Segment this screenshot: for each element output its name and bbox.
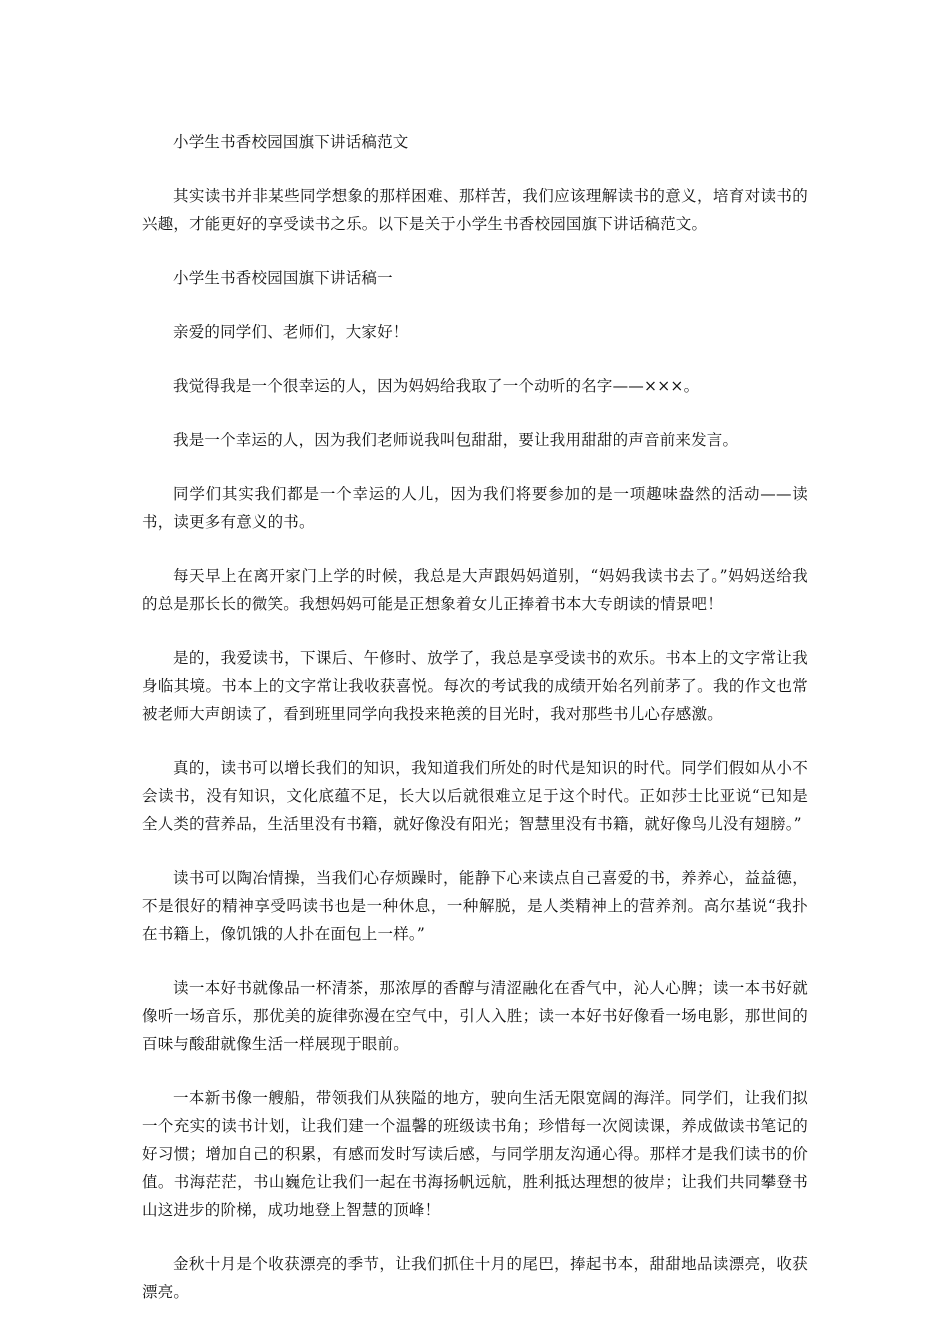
paragraph: 真的，读书可以增长我们的知识，我知道我们所处的时代是知识的时代。同学们假如从小不会读书，没有知识，文化底蕴不足，长大以后就很难立足于这个时代。正如莎士比亚说“已知是全人类的营养品，生活里没有书籍，就好像没有阳光；智慧里没有书籍，就好像鸟儿没有翅膀。” xyxy=(142,759,808,833)
paragraph: 同学们其实我们都是一个幸运的人儿，因为我们将要参加的是一项趣味盎然的活动——读书，读更多有意义的书。 xyxy=(142,485,808,531)
paragraph: 其实读书并非某些同学想象的那样困难、那样苦，我们应该理解读书的意义，培育对读书的兴趣，才能更好的享受读书之乐。以下是关于小学生书香校园国旗下讲话稿范文。 xyxy=(142,187,808,233)
paragraph: 亲爱的同学们、老师们，大家好！ xyxy=(173,323,409,341)
paragraph: 我是一个幸运的人，因为我们老师说我叫包甜甜，要让我用甜甜的声音前来发言。 xyxy=(173,431,739,449)
paragraph: 每天早上在离开家门上学的时候，我总是大声跟妈妈道别，“妈妈我读书去了。”妈妈送给我的总是那长长的微笑。我想妈妈可能是正想象着女儿正捧着书本大专朗读的情景吧！ xyxy=(142,567,808,613)
paragraph: 读一本好书就像品一杯清茶，那浓厚的香醇与清涩融化在香气中，沁人心脾；读一本书好就像听一场音乐，那优美的旋律弥漫在空气中，引人入胜；读一本好书好像看一场电影，那世间的百味与酸甜就像生活一样展现于眼前。 xyxy=(142,979,808,1053)
paragraph: 我觉得我是一个很幸运的人，因为妈妈给我取了一个动听的名字——×××。 xyxy=(173,377,700,395)
paragraph: 读书可以陶冶情操，当我们心存烦躁时，能静下心来读点自己喜爱的书，养养心，益益德，不是很好的精神享受吗读书也是一种休息，一种解脱，是人类精神上的营养剂。高尔基说“我扑在书籍上，像饥饿的人扑在面包上一样。” xyxy=(142,869,808,943)
paragraph: 是的，我爱读书，下课后、午修时、放学了，我总是享受读书的欢乐。书本上的文字常让我身临其境。书本上的文字常让我收获喜悦。每次的考试我的成绩开始名列前茅了。我的作文也常被老师大声朗读了，看到班里同学向我投来艳羡的目光时，我对那些书儿心存感激。 xyxy=(142,649,808,723)
document-body xyxy=(142,128,808,1332)
paragraph: 一本新书像一艘船，带领我们从狭隘的地方，驶向生活无限宽阔的海洋。同学们，让我们拟一个充实的读书计划，让我们建一个温馨的班级读书角；珍惜每一次阅读课，养成做读书笔记的好习惯；增加自己的积累，有感而发时写读后感，与同学朋友沟通心得。那样才是我们读书的价值。书海茫茫，书山巍危让我们一起在书海扬帆远航，胜利抵达理想的彼岸；让我们共同攀登书山这进步的阶梯，成功地登上智慧的顶峰！ xyxy=(142,1089,808,1219)
paragraph: 金秋十月是个收获漂亮的季节，让我们抓住十月的尾巴，捧起书本，甜甜地品读漂亮，收获漂亮。 xyxy=(142,1255,808,1301)
document-title: 小学生书香校园国旗下讲话稿范文 xyxy=(173,133,409,151)
section-heading: 小学生书香校园国旗下讲话稿一 xyxy=(173,269,393,287)
